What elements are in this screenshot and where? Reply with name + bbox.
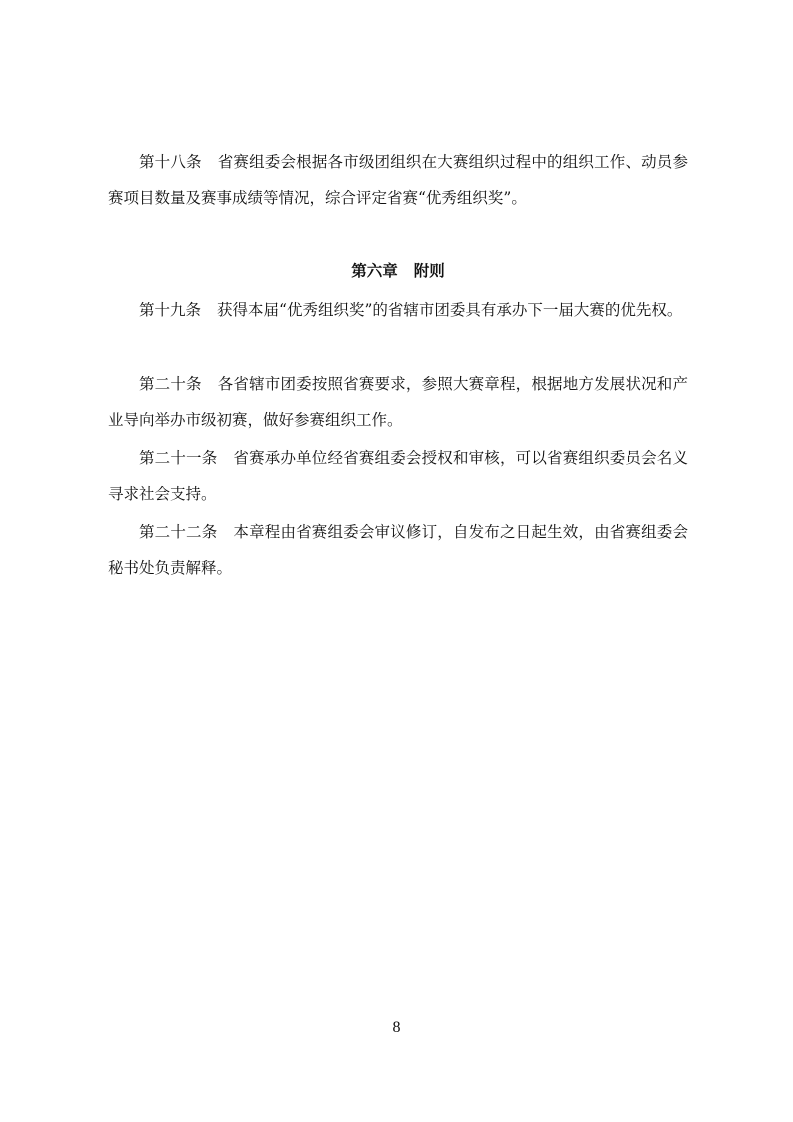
article-19 <box>108 292 688 328</box>
article-text: 本章程由省赛组委会审议修订，自发布之日起生效，由省赛组委会秘书处负责解释。 <box>108 523 688 577</box>
article-22 <box>108 514 688 586</box>
article-text: 省赛承办单位经省赛组委会授权和审核，可以省赛组织委员会名义寻求社会支持。 <box>108 449 688 503</box>
article-label: 第二十二条 <box>139 523 218 541</box>
article-18 <box>108 144 688 216</box>
page-number: 8 <box>392 1019 401 1036</box>
article-label: 第二十条 <box>139 375 202 393</box>
article-label: 第十八条 <box>139 153 202 171</box>
article-text: 省赛组委会根据各市级团组织在大赛组织过程中的组织工作、动员参赛项目数量及赛事成绩等情况，综合评定省赛“优秀组织奖”。 <box>108 153 688 207</box>
article-text: 获得本届“优秀组织奖”的省辖市团委具有承办下一届大赛的优先权。 <box>217 301 683 319</box>
article-21 <box>108 440 688 512</box>
article-label: 第二十一条 <box>139 449 218 467</box>
article-text: 各省辖市团委按照省赛要求，参照大赛章程，根据地方发展状况和产业导向举办市级初赛，做好参赛组织工作。 <box>108 375 688 429</box>
article-label: 第十九条 <box>139 301 202 319</box>
chapter-title: 附则 <box>413 261 445 280</box>
article-20 <box>108 366 688 438</box>
chapter-heading <box>108 253 688 289</box>
chapter-number: 第六章 <box>351 261 398 280</box>
